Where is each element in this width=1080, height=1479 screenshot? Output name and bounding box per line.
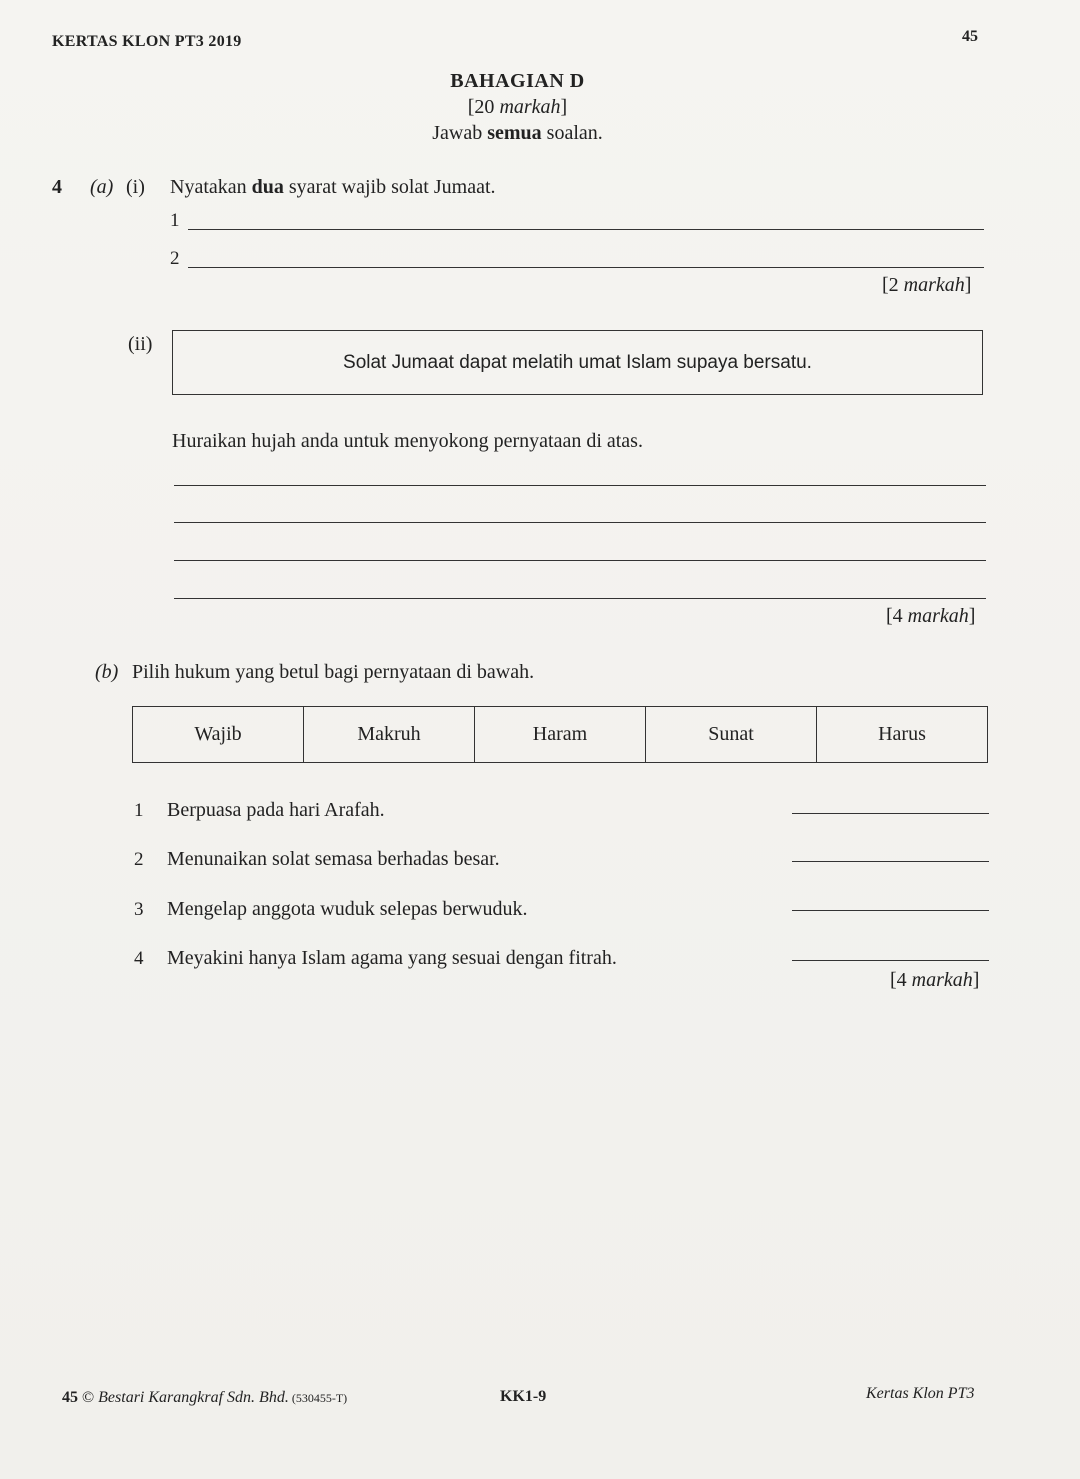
marks-sub-ii: [4 markah] (886, 605, 976, 627)
sub-ii-prompt: Huraikan hujah anda untuk menyokong pernyataan di atas. (172, 430, 643, 452)
part-b-label: (b) (95, 661, 119, 683)
item-text-2: Menunaikan solat semasa berhadas besar. (167, 848, 500, 870)
item-number-4: 4 (134, 948, 144, 969)
answer-label-2: 2 (170, 248, 180, 269)
hukum-option-wajib: Wajib (133, 707, 304, 762)
answer-line[interactable] (792, 960, 989, 961)
question-number: 4 (52, 176, 62, 198)
item-text-3: Mengelap anggota wuduk selepas berwuduk. (167, 898, 528, 920)
sub-i-label: (i) (126, 176, 145, 198)
item-number-3: 3 (134, 899, 144, 920)
hukum-option-makruh: Makruh (304, 707, 475, 762)
answer-line[interactable] (792, 813, 989, 814)
part-b-question: Pilih hukum yang betul bagi pernyataan di bawah. (132, 661, 535, 683)
item-text-4: Meyakini hanya Islam agama yang sesuai dengan fitrah. (167, 947, 617, 969)
marks-part-b: [4 markah] (890, 969, 980, 991)
answer-line[interactable] (174, 598, 986, 599)
answer-line[interactable] (174, 485, 986, 486)
answer-line[interactable] (174, 560, 986, 561)
hukum-options-table (132, 706, 988, 763)
page-header-title: KERTAS KLON PT3 2019 (52, 33, 242, 50)
marks-sub-i: [2 markah] (882, 274, 972, 296)
footer-series: Kertas Klon PT3 (866, 1385, 975, 1402)
part-a-label: (a) (90, 176, 114, 198)
item-number-1: 1 (134, 800, 144, 821)
page-number: 45 (962, 28, 978, 45)
section-marks: [20 markah] (467, 96, 568, 118)
sub-ii-label: (ii) (128, 333, 153, 355)
answer-line[interactable] (188, 267, 984, 268)
section-title: BAHAGIAN D (450, 70, 585, 92)
hukum-option-haram: Haram (475, 707, 646, 762)
footer-code: KK1-9 (500, 1388, 547, 1405)
hukum-option-harus: Harus (878, 723, 926, 745)
footer-publisher: 45 © Bestari Karangkraf Sdn. Bhd. (530455-T) (62, 1389, 348, 1406)
statement-text: Solat Jumaat dapat melatih umat Islam supaya bersatu. (343, 351, 812, 373)
item-text-1: Berpuasa pada hari Arafah. (167, 799, 385, 821)
sub-i-question: Nyatakan dua syarat wajib solat Jumaat. (170, 176, 496, 198)
answer-line[interactable] (188, 229, 984, 230)
hukum-option-sunat: Sunat (646, 707, 817, 762)
section-instruction: Jawab semua soalan. (432, 122, 603, 144)
answer-label-1: 1 (170, 210, 180, 231)
answer-line[interactable] (792, 910, 989, 911)
answer-line[interactable] (792, 861, 989, 862)
statement-box (172, 330, 983, 395)
answer-line[interactable] (174, 522, 986, 523)
item-number-2: 2 (134, 849, 144, 870)
